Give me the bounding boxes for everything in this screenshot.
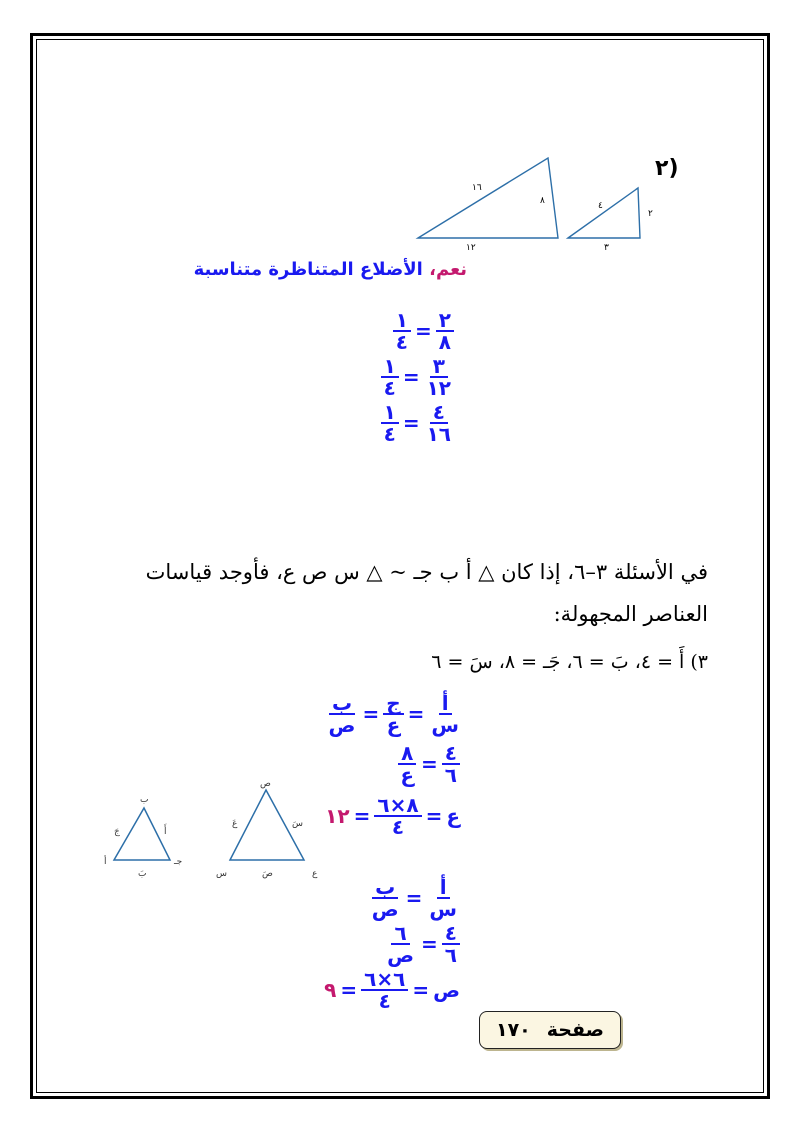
- eq-row-4: $\frac{\text{أ}}{\text{س}}$ = $\frac{\text{ب}}{\text{ص}}$: [371, 875, 457, 921]
- fraction: $\frac{١}{٤}$: [393, 310, 411, 352]
- big-right-label: ٨: [540, 196, 545, 206]
- small-top-label: ب: [140, 795, 149, 805]
- big-triangle: [418, 158, 558, 238]
- problem-2-number: (٢: [655, 156, 679, 181]
- fraction: $\frac{٢}{٨}$: [436, 310, 454, 352]
- fraction: $\frac{٣}{١٢}$: [426, 354, 451, 400]
- fraction: $\frac{٤}{١٦}$: [426, 400, 451, 446]
- ratio-row-3: $\frac{٤}{١٦}$ = $\frac{١}{٤}$: [381, 402, 454, 444]
- small-bottom-label: ٣: [604, 243, 609, 253]
- problem-2-answer: [194, 259, 467, 280]
- small-br-label: جـ: [174, 857, 183, 867]
- eq-row-5: $\frac{٤}{٦}$ = $\frac{٦}{\text{ص}}$: [384, 923, 460, 965]
- answer-yes: نعم،: [429, 259, 467, 280]
- big-br-label: ع: [312, 869, 318, 879]
- small-right-label: ٢: [648, 209, 653, 219]
- result-12: ١٢: [325, 804, 350, 828]
- ratio-row-1: $\frac{٢}{٨}$ = $\frac{١}{٤}$: [393, 310, 454, 352]
- fraction: $\frac{١}{٤}$: [381, 356, 399, 398]
- answer-text: الأضلاع المتناظرة متناسبة: [193, 259, 423, 280]
- problem-3-statement: ٣) أَ = ٤، بَ = ٦، جَـ = ٨، سَ = ٦: [431, 651, 708, 673]
- small-triangle: [568, 188, 640, 238]
- page-word: صفحة: [546, 1019, 605, 1041]
- small-hyp-label: ٤: [598, 201, 603, 211]
- small-left-label: جَ: [114, 827, 120, 837]
- small-bottom-label: بَ: [138, 869, 147, 879]
- page-number: ١٧٠: [495, 1019, 531, 1041]
- small-bl-label: أ: [104, 857, 107, 867]
- small-triangle-abc: [114, 808, 170, 860]
- big-bottom-label: ١٢: [466, 243, 476, 253]
- eq-row-2: $\frac{٤}{٦}$ = $\frac{٨}{\text{ع}}$: [397, 743, 460, 785]
- ratio-row-2: $\frac{٣}{١٢}$ = $\frac{١}{٤}$: [381, 356, 454, 398]
- instructions-line-2: العناصر المجهولة:: [553, 602, 708, 626]
- big-hyp-label: ١٦: [472, 183, 482, 193]
- eq-row-6: ص = $\frac{٦\times ٦}{٤}$ = ٩: [324, 967, 460, 1013]
- problem-3-triangles: [100, 778, 340, 888]
- big-right-label: سَ: [292, 819, 303, 829]
- result-9: ٩: [324, 978, 337, 1002]
- instructions-line-1: في الأسئلة ٣–٦، إذا كان △ أ ب جـ ~ △ س ص ع، فأوجد قياسات: [145, 560, 708, 584]
- eq-row-3: ع = $\frac{٨\times ٦}{٤}$ = ١٢: [325, 793, 460, 839]
- page-number-box: [479, 1011, 621, 1049]
- problem-2-triangles: [410, 150, 670, 260]
- big-bottom-label: صَ: [262, 869, 273, 879]
- big-bl-label: س: [216, 869, 227, 879]
- fraction: $\frac{١}{٤}$: [381, 402, 399, 444]
- big-top-label: ص: [260, 779, 271, 789]
- eq-row-1: $\frac{\text{أ}}{\text{س}}$ = $\frac{\text{ج}}{\text{ع}}$ = $\frac{\text{ب}}{\text{ص}}$: [328, 691, 459, 737]
- small-right-label: أَ: [164, 827, 167, 837]
- big-left-label: عَ: [232, 819, 238, 829]
